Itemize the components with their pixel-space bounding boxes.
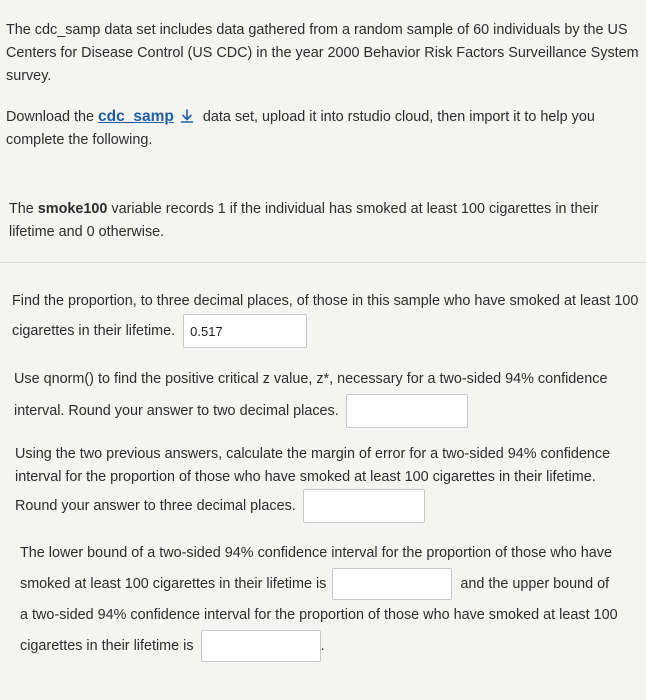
question-1 [12,288,642,348]
upper-bound-answer-input[interactable] [201,630,321,662]
question-3 [15,443,630,523]
intro-paragraph [6,19,642,88]
download-icon[interactable] [180,109,194,123]
download-paragraph [6,105,642,152]
variable-note-paragraph [9,198,629,244]
cdc-samp-download-link[interactable]: cdc_samp [98,108,174,125]
download-suffix: data set, upload it into rstudio cloud, then import it to help you complete the following. [6,109,595,148]
section-divider [0,262,646,263]
variable-note-prefix: The [9,201,38,217]
proportion-answer-input[interactable] [183,314,307,348]
critical-z-answer-input[interactable] [346,394,468,428]
download-prefix: Download the [6,109,99,125]
intro-text: The cdc_samp data set includes data gathered from a random sample of 60 individuals by the US Centers for Disease Control (US CDC) in the year 2000 Behavior Risk Factors Surveillance System survey. [6,22,639,84]
margin-of-error-answer-input[interactable] [303,489,425,523]
question-2-text: Use qnorm() to find the positive critical z value, z*, necessary for a two-sided 94% confidence interval. Round your answer to two decimal places. [14,371,608,419]
lower-bound-answer-input[interactable] [332,568,452,600]
question-4-text-before: The lower bound of a two-sided 94% confidence interval for the proportion of those who have smoked at least 100 cigarettes in their lifetime is [20,545,612,592]
question-4-text-end: . [320,637,325,654]
variable-name: smoke100 [37,201,108,217]
question-2 [14,365,634,428]
question-4 [20,538,620,662]
question-3-text: Using the two previous answers, calculate the margin of error for a two-sided 94% confidence interval for the proportion of those who have smoked at least 100 cigarettes in their lifetime. Round your answer to three decimal places. [15,446,611,514]
variable-note-suffix: variable records 1 if the individual has smoked at least 100 cigarettes in their lifetime and 0 otherwise. [9,201,599,240]
question-1-text: Find the proportion, to three decimal places, of those in this sample who have smoked at least 100 cigarettes in their lifetime. [12,293,639,339]
question-4-text-middle: and the upper bound of a two-sided 94% confidence interval for the proportion of those who have smoked at least 100 cigarettes in their lifetime is [20,575,618,654]
